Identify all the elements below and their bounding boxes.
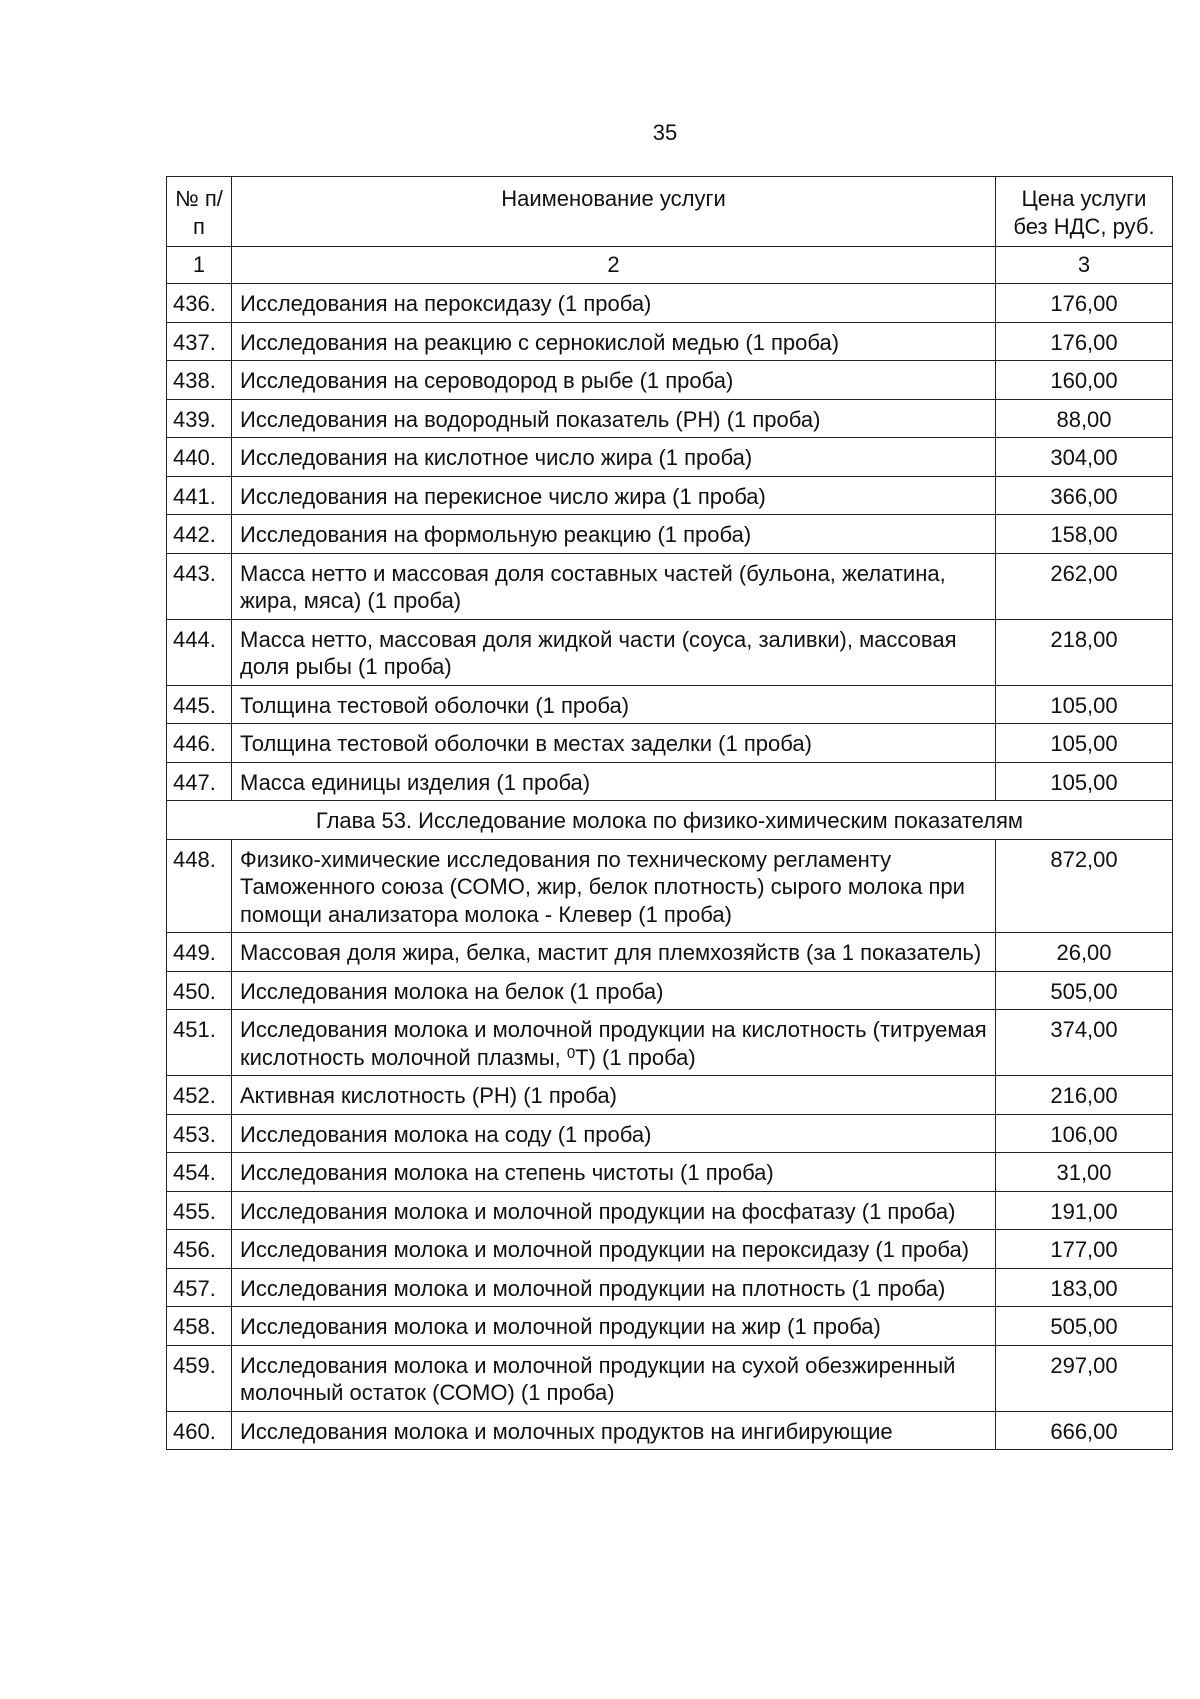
- table-header-row: [167, 177, 1173, 247]
- service-price: 160,00: [996, 361, 1173, 400]
- table-row: [167, 685, 1173, 724]
- column-numbers-row: [167, 247, 1173, 284]
- service-name: [232, 1010, 996, 1076]
- service-price: 105,00: [996, 724, 1173, 763]
- row-number: 454.: [167, 1153, 232, 1192]
- row-number: 450.: [167, 971, 232, 1010]
- service-name: Исследования молока и молочной продукции на жир (1 проба): [232, 1307, 996, 1346]
- service-name: Исследования на кислотное число жира (1 проба): [232, 438, 996, 477]
- table-row: [167, 971, 1173, 1010]
- service-name: Исследования молока на белок (1 проба): [232, 971, 996, 1010]
- table-row: [167, 438, 1173, 477]
- service-name: Масса единицы изделия (1 проба): [232, 762, 996, 801]
- service-name: Массовая доля жира, белка, мастит для племхозяйств (за 1 показатель): [232, 933, 996, 972]
- service-name: Исследования на перекисное число жира (1 проба): [232, 476, 996, 515]
- service-price: 666,00: [996, 1411, 1173, 1450]
- service-name: Активная кислотность (РН) (1 проба): [232, 1076, 996, 1115]
- row-number: 460.: [167, 1411, 232, 1450]
- service-name: Исследования на водородный показатель (РН) (1 проба): [232, 399, 996, 438]
- row-number: 443.: [167, 553, 232, 619]
- service-name: Масса нетто и массовая доля составных частей (бульона, желатина, жира, мяса) (1 проба): [232, 553, 996, 619]
- service-price: 26,00: [996, 933, 1173, 972]
- table-row: [167, 839, 1173, 933]
- row-number: 437.: [167, 322, 232, 361]
- service-name: Исследования молока на степень чистоты (1 проба): [232, 1153, 996, 1192]
- table-row: [167, 1010, 1173, 1076]
- table-row: [167, 322, 1173, 361]
- table-row: [167, 933, 1173, 972]
- row-number: 438.: [167, 361, 232, 400]
- row-number: 445.: [167, 685, 232, 724]
- service-price: 88,00: [996, 399, 1173, 438]
- rows-group-b2: [167, 1076, 1173, 1450]
- service-price: 216,00: [996, 1076, 1173, 1115]
- row-number: 441.: [167, 476, 232, 515]
- table-row: [167, 515, 1173, 554]
- degree-superscript: 0: [566, 1044, 576, 1062]
- row-number: 442.: [167, 515, 232, 554]
- page-number: 35: [652, 120, 678, 145]
- column-number: 1: [167, 247, 232, 284]
- rows-group-a: [167, 284, 1173, 801]
- row-number: 439.: [167, 399, 232, 438]
- row-number: 451.: [167, 1010, 232, 1076]
- column-number: 2: [232, 247, 996, 284]
- service-name: Исследования молока и молочной продукции на сухой обезжиренный молочный остаток (СОМО) (1 проба): [232, 1345, 996, 1411]
- table-row: [167, 1268, 1173, 1307]
- table-row: [167, 1345, 1173, 1411]
- service-name: Исследования молока и молочной продукции на пероксидазу (1 проба): [232, 1230, 996, 1269]
- row-number: 458.: [167, 1307, 232, 1346]
- service-price: 31,00: [996, 1153, 1173, 1192]
- service-name-part: Т) (1 проба): [575, 1044, 696, 1070]
- table-row: [167, 724, 1173, 763]
- row-number: 455.: [167, 1191, 232, 1230]
- service-price: 505,00: [996, 971, 1173, 1010]
- row-number: 449.: [167, 933, 232, 972]
- service-name: Исследования молока на соду (1 проба): [232, 1114, 996, 1153]
- service-price: 872,00: [996, 839, 1173, 933]
- row-number: 459.: [167, 1345, 232, 1411]
- row-number: 446.: [167, 724, 232, 763]
- header-num: № п/п: [167, 177, 232, 247]
- table-row: [167, 1153, 1173, 1192]
- table-row: [167, 619, 1173, 685]
- chapter-row: [167, 801, 1173, 840]
- service-name-part: Исследования молока и молочной продукции на кислотность (титруемая кислотность молочной плазмы,: [240, 1017, 987, 1070]
- table-row: [167, 1307, 1173, 1346]
- service-name: Исследования молока и молочной продукции на фосфатазу (1 проба): [232, 1191, 996, 1230]
- service-name: Толщина тестовой оболочки в местах заделки (1 проба): [232, 724, 996, 763]
- row-number: 448.: [167, 839, 232, 933]
- table-row: [167, 762, 1173, 801]
- service-price: 158,00: [996, 515, 1173, 554]
- service-price: 366,00: [996, 476, 1173, 515]
- service-price: 105,00: [996, 762, 1173, 801]
- table-row: [167, 476, 1173, 515]
- row-number: 453.: [167, 1114, 232, 1153]
- service-name: Исследования на пероксидазу (1 проба): [232, 284, 996, 323]
- service-price: 177,00: [996, 1230, 1173, 1269]
- header-name: Наименование услуги: [232, 177, 996, 247]
- table-row: [167, 1076, 1173, 1115]
- service-name: Исследования на формольную реакцию (1 проба): [232, 515, 996, 554]
- service-price: 374,00: [996, 1010, 1173, 1076]
- service-price: 297,00: [996, 1345, 1173, 1411]
- table-row: [167, 399, 1173, 438]
- table-row: [167, 1230, 1173, 1269]
- service-price: 183,00: [996, 1268, 1173, 1307]
- service-name: Исследования на реакцию с сернокислой медью (1 проба): [232, 322, 996, 361]
- service-price: 105,00: [996, 685, 1173, 724]
- row-number: 440.: [167, 438, 232, 477]
- service-price: 191,00: [996, 1191, 1173, 1230]
- table-row: [167, 1191, 1173, 1230]
- row-number: 447.: [167, 762, 232, 801]
- row-number: 452.: [167, 1076, 232, 1115]
- service-price: 218,00: [996, 619, 1173, 685]
- column-number: 3: [996, 247, 1173, 284]
- row-number: 444.: [167, 619, 232, 685]
- rows-group-b1: [167, 839, 1173, 1010]
- price-table: [166, 176, 1173, 1450]
- service-name: Толщина тестовой оболочки (1 проба): [232, 685, 996, 724]
- row-number: 436.: [167, 284, 232, 323]
- row-451-group: [167, 1010, 1173, 1076]
- service-name: Масса нетто, массовая доля жидкой части (соуса, заливки), массовая доля рыбы (1 проба): [232, 619, 996, 685]
- table-row: [167, 1114, 1173, 1153]
- table-row: [167, 553, 1173, 619]
- row-number: 456.: [167, 1230, 232, 1269]
- service-name: Исследования молока и молочной продукции на плотность (1 проба): [232, 1268, 996, 1307]
- chapter-title: Глава 53. Исследование молока по физико-химическим показателям: [167, 801, 1173, 840]
- chapter-group: [167, 801, 1173, 840]
- service-name: Исследования на сероводород в рыбе (1 проба): [232, 361, 996, 400]
- table-row: [167, 361, 1173, 400]
- service-price: 176,00: [996, 322, 1173, 361]
- service-price: 304,00: [996, 438, 1173, 477]
- service-name: Физико-химические исследования по техническому регламенту Таможенного союза (СОМО, жир, белок плотность) сырого молока при помощи анализатора молока - Клевер (1 проба): [232, 839, 996, 933]
- table-row: [167, 284, 1173, 323]
- service-price: 262,00: [996, 553, 1173, 619]
- row-number: 457.: [167, 1268, 232, 1307]
- service-name: Исследования молока и молочных продуктов на ингибирующие: [232, 1411, 996, 1450]
- service-price: 505,00: [996, 1307, 1173, 1346]
- service-price: 106,00: [996, 1114, 1173, 1153]
- service-price: 176,00: [996, 284, 1173, 323]
- table-row: [167, 1411, 1173, 1450]
- header-price: Цена услуги без НДС, руб.: [996, 177, 1173, 247]
